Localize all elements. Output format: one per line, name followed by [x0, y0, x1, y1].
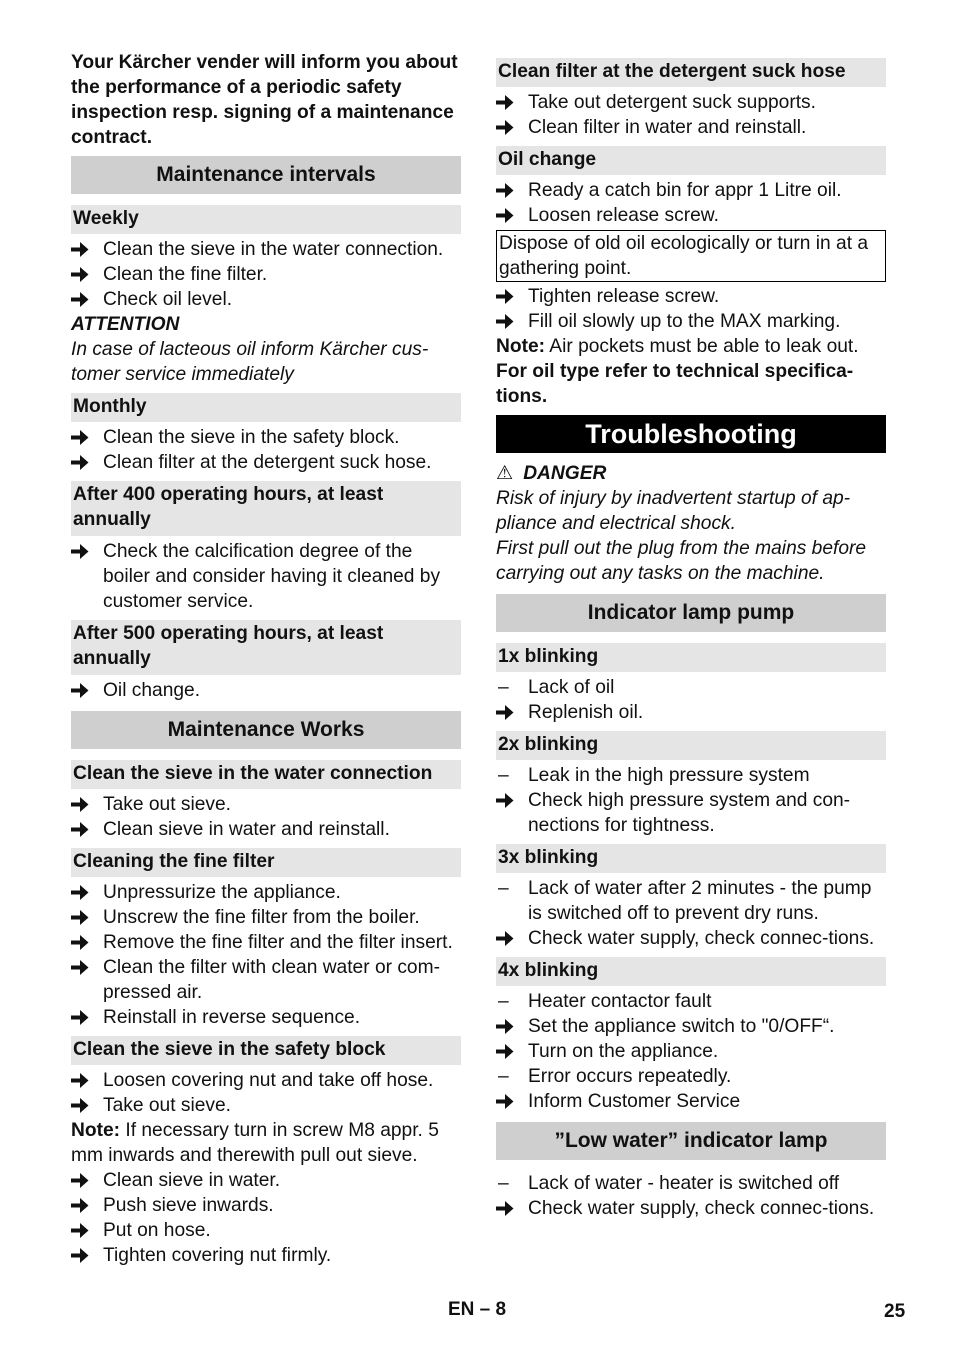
list-item-text: Check the calcification degree of the boiler and consider having it cleaned by customer service.	[103, 541, 441, 612]
list-item-text: Lack of oil	[528, 677, 615, 698]
list-item-text: Check water supply, check connec-tions.	[528, 928, 875, 949]
list-item-text: Take out detergent suck supports.	[528, 92, 816, 113]
intro-text: Your Kärcher vender will inform you about the performance of a periodic safety inspection resp. signing of a maintenance contract.	[71, 52, 458, 148]
footer-section-number: EN – 8	[448, 1299, 507, 1320]
list-item-text: Clean filter in water and reinstall.	[528, 117, 807, 138]
arrow-right-icon	[496, 1014, 520, 1039]
detergent-filter-heading: Clean filter at the detergent suck hose	[496, 58, 886, 87]
after-400-list	[71, 539, 461, 614]
arrow-right-icon	[496, 788, 520, 813]
list-item	[496, 1171, 886, 1196]
arrow-right-icon	[71, 1243, 95, 1268]
indicator-lamp-pump-heading: Indicator lamp pump	[496, 594, 886, 632]
note-text: If necessary turn in screw M8 appr. 5 mm inwards and therewith pull out sieve.	[71, 1120, 439, 1166]
list-item-text: Take out sieve.	[103, 1095, 231, 1116]
water-connection-list	[71, 792, 461, 842]
list-item	[71, 1093, 461, 1118]
list-item-text: Clean the fine filter.	[103, 264, 268, 285]
dash-bullet: –	[498, 878, 509, 899]
list-item-text: Lack of water after 2 minutes - the pump is switched off to prevent dry runs.	[528, 878, 872, 924]
list-item	[496, 203, 886, 228]
arrow-right-icon	[71, 817, 95, 842]
list-item-text: Unscrew the fine filter from the boiler.	[103, 907, 420, 928]
list-item	[71, 450, 461, 475]
dash-bullet: –	[498, 765, 509, 786]
troubleshooting-heading: Troubleshooting	[496, 415, 886, 453]
dash-bullet: –	[498, 677, 509, 698]
oil-type-note: For oil type refer to technical specifica-tions.	[496, 361, 854, 407]
list-item	[496, 178, 886, 203]
safety-block-list-a	[71, 1068, 461, 1118]
list-item-text: Clean the filter with clean water or com-pressed air.	[103, 957, 440, 1003]
low-water-heading: ”Low water” indicator lamp	[496, 1122, 886, 1160]
list-item-text: Replenish oil.	[528, 702, 644, 723]
list-item-text: Clean sieve in water and reinstall.	[103, 819, 390, 840]
list-item	[496, 309, 886, 334]
arrow-right-icon	[496, 178, 520, 203]
right-column	[496, 50, 886, 1221]
arrow-right-icon	[496, 284, 520, 309]
arrow-right-icon	[71, 905, 95, 930]
arrow-right-icon	[71, 1005, 95, 1030]
list-item	[71, 678, 461, 703]
arrow-right-icon	[71, 930, 95, 955]
oil-change-list-b	[496, 284, 886, 334]
arrow-right-icon	[71, 237, 95, 262]
dispose-oil-note: Dispose of old oil ecologically or turn in at a gathering point.	[496, 230, 886, 282]
list-item-text: Push sieve inwards.	[103, 1195, 274, 1216]
list-item-text: Ready a catch bin for appr 1 Litre oil.	[528, 180, 842, 201]
arrow-right-icon	[71, 678, 95, 703]
list-item	[71, 1068, 461, 1093]
list-item	[496, 90, 886, 115]
list-item-text: Remove the fine filter and the filter insert.	[103, 932, 453, 953]
after-500-heading: After 500 operating hours, at least annually	[71, 620, 461, 675]
blink-1-heading: 1x blinking	[496, 643, 886, 672]
arrow-right-icon	[71, 1168, 95, 1193]
arrow-right-icon	[71, 1218, 95, 1243]
water-connection-heading: Clean the sieve in the water connection	[71, 760, 461, 789]
list-item-text: Oil change.	[103, 680, 201, 701]
detergent-filter-list	[496, 90, 886, 140]
list-item	[496, 989, 886, 1014]
arrow-right-icon	[71, 262, 95, 287]
danger-text-2: First pull out the plug from the mains before carrying out any tasks on the machine.	[496, 538, 867, 584]
list-item	[496, 763, 886, 788]
arrow-right-icon	[496, 1089, 520, 1114]
list-item	[71, 905, 461, 930]
maintenance-works-heading: Maintenance Works	[71, 711, 461, 749]
list-item	[496, 926, 886, 951]
oil-change-heading: Oil change	[496, 146, 886, 175]
weekly-list	[71, 237, 461, 312]
danger-text-1: Risk of injury by inadvertent startup of ap-pliance and electrical shock.	[496, 488, 851, 534]
after-500-list	[71, 678, 461, 703]
safety-block-note	[71, 1118, 461, 1168]
arrow-right-icon	[71, 792, 95, 817]
monthly-list	[71, 425, 461, 475]
list-item	[496, 284, 886, 309]
note-label: Note:	[71, 1120, 121, 1141]
maintenance-intervals-heading: Maintenance intervals	[71, 156, 461, 194]
list-item	[496, 1064, 886, 1089]
arrow-right-icon	[71, 1193, 95, 1218]
arrow-right-icon	[496, 115, 520, 140]
list-item	[71, 1243, 461, 1268]
list-item	[71, 539, 461, 614]
list-item-text: Loosen covering nut and take off hose.	[103, 1070, 434, 1091]
arrow-right-icon	[496, 700, 520, 725]
list-item	[71, 1218, 461, 1243]
warning-triangle-icon: ⚠	[496, 463, 514, 484]
blink-4-list	[496, 989, 886, 1114]
arrow-right-icon	[71, 1068, 95, 1093]
list-item-text: Fill oil slowly up to the MAX marking.	[528, 311, 841, 332]
list-item-text: Lack of water - heater is switched off	[528, 1173, 840, 1194]
list-item-text: Tighten release screw.	[528, 286, 720, 307]
list-item-text: Set the appliance switch to "0/OFF“.	[528, 1016, 835, 1037]
list-item-text: Unpressurize the appliance.	[103, 882, 341, 903]
safety-block-heading: Clean the sieve in the safety block	[71, 1036, 461, 1065]
oil-note-label: Note:	[496, 336, 546, 357]
arrow-right-icon	[71, 539, 95, 564]
list-item	[496, 1196, 886, 1221]
after-400-heading: After 400 operating hours, at least annually	[71, 481, 461, 536]
blink-1-list	[496, 675, 886, 725]
list-item-text: Turn on the appliance.	[528, 1041, 719, 1062]
oil-note	[496, 334, 886, 359]
list-item	[71, 930, 461, 955]
dash-bullet: –	[498, 1173, 509, 1194]
list-item	[496, 876, 886, 926]
list-item	[71, 287, 461, 312]
dash-bullet: –	[498, 991, 509, 1012]
arrow-right-icon	[71, 955, 95, 980]
list-item	[71, 425, 461, 450]
list-item-text: Clean filter at the detergent suck hose.	[103, 452, 432, 473]
list-item	[496, 1089, 886, 1114]
arrow-right-icon	[496, 926, 520, 951]
list-item-text: Check high pressure system and con-nections for tightness.	[528, 790, 851, 836]
oil-change-list-a	[496, 178, 886, 228]
list-item	[71, 880, 461, 905]
list-item-text: Put on hose.	[103, 1220, 211, 1241]
list-item	[71, 792, 461, 817]
attention-label: ATTENTION	[71, 314, 180, 335]
list-item	[496, 788, 886, 838]
list-item	[71, 817, 461, 842]
arrow-right-icon	[71, 880, 95, 905]
fine-filter-list	[71, 880, 461, 1030]
arrow-right-icon	[496, 203, 520, 228]
list-item-text: Check oil level.	[103, 289, 233, 310]
blink-2-heading: 2x blinking	[496, 731, 886, 760]
list-item	[71, 1005, 461, 1030]
list-item-text: Clean the sieve in the safety block.	[103, 427, 400, 448]
arrow-right-icon	[71, 1093, 95, 1118]
arrow-right-icon	[496, 1196, 520, 1221]
list-item-text: Reinstall in reverse sequence.	[103, 1007, 361, 1028]
list-item-text: Check water supply, check connec-tions.	[528, 1198, 875, 1219]
list-item	[71, 1193, 461, 1218]
footer-page-number: 25	[884, 1301, 906, 1322]
list-item-text: Take out sieve.	[103, 794, 231, 815]
arrow-right-icon	[71, 425, 95, 450]
list-item-text: Inform Customer Service	[528, 1091, 741, 1112]
dash-bullet: –	[498, 1066, 509, 1087]
left-column	[71, 50, 461, 1268]
list-item	[496, 700, 886, 725]
blink-4-heading: 4x blinking	[496, 957, 886, 986]
list-item-text: Tighten covering nut firmly.	[103, 1245, 332, 1266]
blink-3-heading: 3x blinking	[496, 844, 886, 873]
blink-2-list	[496, 763, 886, 838]
list-item-text: Loosen release screw.	[528, 205, 719, 226]
weekly-heading: Weekly	[71, 205, 461, 234]
list-item	[71, 262, 461, 287]
list-item-text: Clean sieve in water.	[103, 1170, 281, 1191]
list-item	[496, 675, 886, 700]
list-item	[71, 237, 461, 262]
low-water-list	[496, 1171, 886, 1221]
list-item-text: Heater contactor fault	[528, 991, 712, 1012]
list-item	[496, 115, 886, 140]
arrow-right-icon	[496, 1039, 520, 1064]
safety-block-list-b	[71, 1168, 461, 1268]
arrow-right-icon	[496, 309, 520, 334]
list-item-text: Error occurs repeatedly.	[528, 1066, 732, 1087]
fine-filter-heading: Cleaning the fine filter	[71, 848, 461, 877]
attention-text: In case of lacteous oil inform Kärcher cus-tomer service immediately	[71, 339, 429, 385]
monthly-heading: Monthly	[71, 393, 461, 422]
list-item	[71, 1168, 461, 1193]
list-item	[496, 1014, 886, 1039]
arrow-right-icon	[71, 450, 95, 475]
blink-3-list	[496, 876, 886, 951]
list-item-text: Leak in the high pressure system	[528, 765, 810, 786]
danger-label: DANGER	[523, 463, 607, 484]
arrow-right-icon	[496, 90, 520, 115]
arrow-right-icon	[71, 287, 95, 312]
list-item	[71, 955, 461, 1005]
list-item-text: Clean the sieve in the water connection.	[103, 239, 444, 260]
oil-note-text: Air pockets must be able to leak out.	[545, 336, 859, 357]
danger-label-row	[496, 461, 886, 486]
list-item	[496, 1039, 886, 1064]
